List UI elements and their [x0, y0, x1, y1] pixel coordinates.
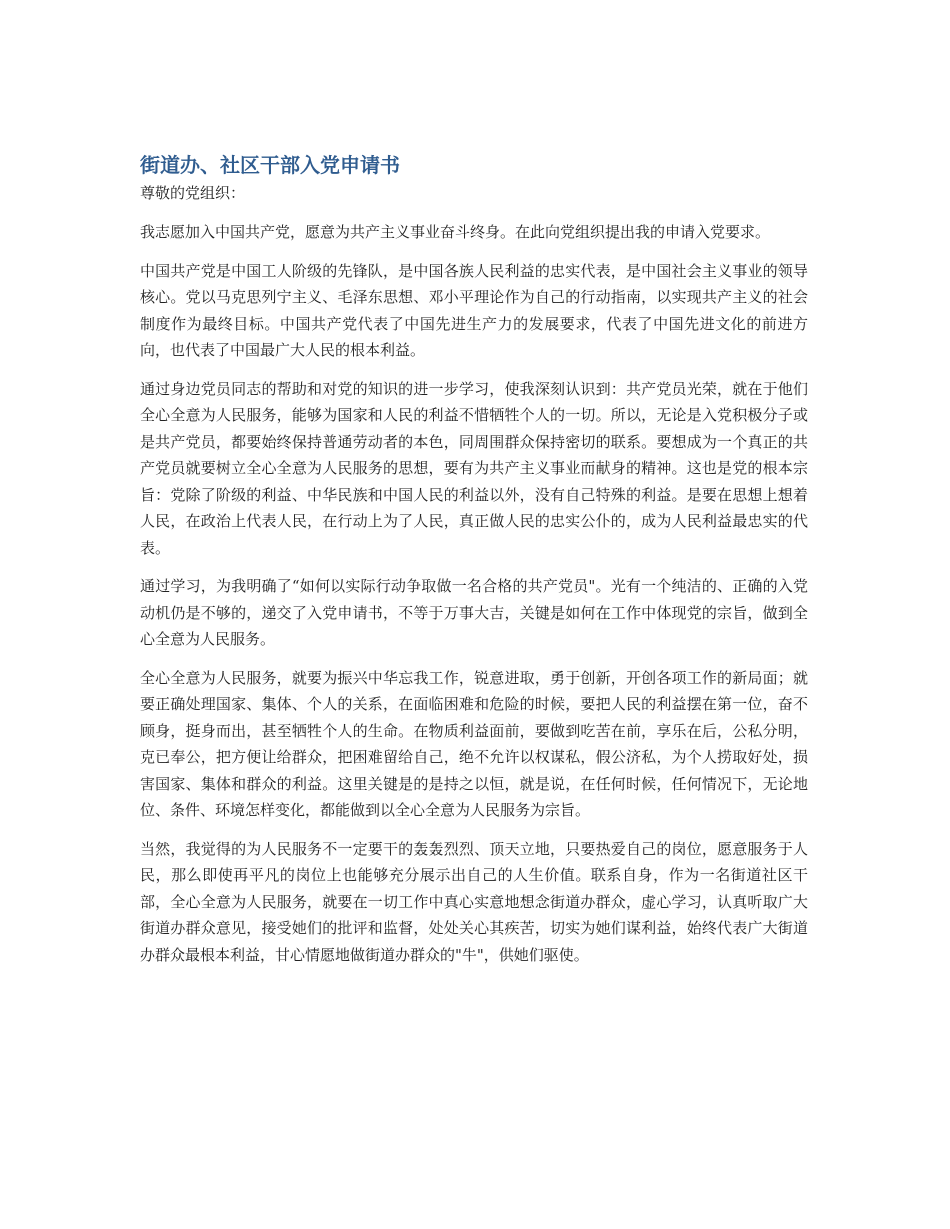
salutation: 尊敬的党组织：	[140, 184, 246, 202]
document-page	[140, 150, 808, 980]
paragraph-5: 全心全意为人民服务，就要为振兴中华忘我工作，锐意进取，勇于创新，开创各项工作的新局面；就要正确处理国家、集体、个人的关系，在面临困难和危险的时候，要把人民的利益摆在第一位，奋不顾身，挺身而出，甚至牺牲个人的生命。在物质利益面前，要做到吃苦在前，享乐在后，公私分明，克已奉公，把方便让给群众，把困难留给自己，绝不允许以权谋私，假公济私，为个人捞取好处，损害国家、集体和群众的利益。这里关键是的是持之以恒，就是说，在任何时候，任何情况下，无论地位、条件、环境怎样变化，都能做到以全心全意为人民服务为宗旨。	[140, 668, 808, 819]
paragraph-1: 我志愿加入中国共产党，愿意为共产主义事业奋斗终身。在此向党组织提出我的申请入党要求。	[140, 223, 771, 241]
paragraph-2: 中国共产党是中国工人阶级的先锋队，是中国各族人民利益的忠实代表，是中国社会主义事业的领导核心。党以马克思列宁主义、毛泽东思想、邓小平理论作为自己的行动指南，以实现共产主义的社会制度作为最终目标。中国共产党代表了中国先进生产力的发展要求，代表了中国先进文化的前进方向，也代表了中国最广大人民的根本利益。	[140, 261, 808, 359]
document-title: 街道办、社区干部入党申请书	[140, 153, 400, 177]
paragraph-6: 当然，我觉得的为人民服务不一定要干的轰轰烈烈、顶天立地，只要热爱自己的岗位，愿意服务于人民，那么即使再平凡的岗位上也能够充分展示出自己的人生价值。联系自身，作为一名街道社区干部，全心全意为人民服务，就要在一切工作中真心实意地想念街道办群众，虚心学习，认真听取广大街道办群众意见，接受她们的批评和监督，处处关心其疾苦，切实为她们谋利益，始终代表广大街道办群众最根本利益，甘心情愿地做街道办群众的"牛"，供她们驱使。	[140, 839, 808, 964]
paragraph-3: 通过身边党员同志的帮助和对党的知识的进一步学习，使我深刻认识到：共产党员光荣，就在于他们全心全意为人民服务，能够为国家和人民的利益不惜牺牲个人的一切。所以，无论是入党积极分子或是共产党员，都要始终保持普通劳动者的本色，同周围群众保持密切的联系。要想成为一个真正的共产党员就要树立全心全意为人民服务的思想，要有为共产主义事业而献身的精神。这也是党的根本宗旨：党除了阶级的利益、中华民族和中国人民的利益以外，没有自己特殊的利益。是要在思想上想着人民，在政治上代表人民，在行动上为了人民，真正做人民的忠实公仆的，成为人民利益最忠实的代表。	[140, 379, 808, 557]
paragraph-4: 通过学习，为我明确了“如何以实际行动争取做一名合格的共产党员"。光有一个纯洁的、正确的入党动机仍是不够的，递交了入党申请书，不等于万事大吉，关键是如何在工作中体现党的宗旨，做到全心全意为人民服务。	[140, 577, 808, 648]
